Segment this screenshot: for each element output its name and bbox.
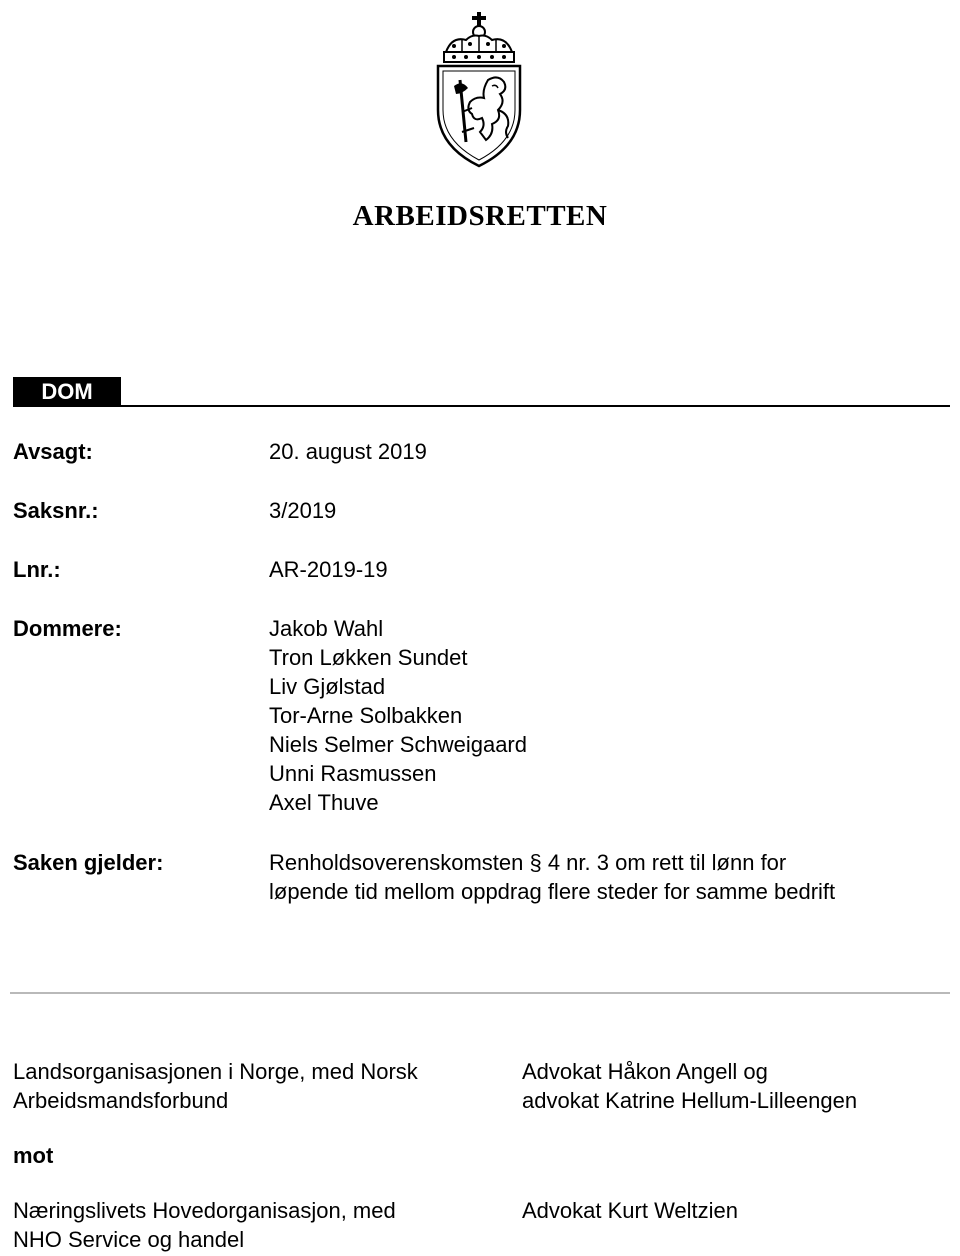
header-divider: [13, 405, 950, 407]
field-label: Dommere:: [13, 616, 122, 641]
case-subject-line: Renholdsoverenskomsten § 4 nr. 3 om rett til lønn for: [269, 850, 787, 875]
judge-name: Jakob Wahl: [269, 616, 384, 641]
document-type-badge: DOM: [13, 377, 121, 406]
field-label: Saken gjelder:: [13, 850, 164, 875]
plaintiff-counsel: [522, 1057, 952, 1115]
judge-name: Niels Selmer Schweigaard: [269, 732, 527, 757]
field-label: Saksnr.:: [13, 498, 99, 523]
section-divider: [10, 992, 950, 994]
judge-name: Axel Thuve: [269, 790, 379, 815]
party-name-line: Arbeidsmandsforbund: [13, 1088, 229, 1113]
party-name-line: NHO Service og handel: [13, 1227, 245, 1252]
case-subject: [269, 848, 959, 906]
defendant-counsel: [522, 1196, 952, 1225]
judge-name: Tron Løkken Sundet: [269, 645, 468, 670]
decision-date: 20. august 2019: [269, 439, 427, 464]
case-number: 3/2019: [269, 498, 337, 523]
party-name-line: Næringslivets Hovedorganisasjon, med: [13, 1198, 396, 1223]
court-title: ARBEIDSRETTEN: [352, 200, 608, 232]
judges-list: [269, 614, 959, 817]
coat-of-arms-icon: [432, 10, 526, 170]
counsel-line: advokat Katrine Hellum-Lilleengen: [522, 1088, 858, 1113]
judge-name: Tor-Arne Solbakken: [269, 703, 463, 728]
plaintiff-party: [13, 1057, 503, 1115]
field-label: Avsagt:: [13, 439, 93, 464]
counsel-line: Advokat Kurt Weltzien: [522, 1198, 739, 1223]
defendant-party: [13, 1196, 503, 1254]
field-label: Lnr.:: [13, 557, 61, 582]
judge-name: Unni Rasmussen: [269, 761, 437, 786]
judge-name: Liv Gjølstad: [269, 674, 386, 699]
versus-label: mot: [13, 1143, 54, 1168]
case-subject-line: løpende tid mellom oppdrag flere steder for samme bedrift: [269, 879, 836, 904]
serial-number: AR-2019-19: [269, 557, 388, 582]
counsel-line: Advokat Håkon Angell og: [522, 1059, 768, 1084]
party-name-line: Landsorganisasjonen i Norge, med Norsk: [13, 1059, 418, 1084]
